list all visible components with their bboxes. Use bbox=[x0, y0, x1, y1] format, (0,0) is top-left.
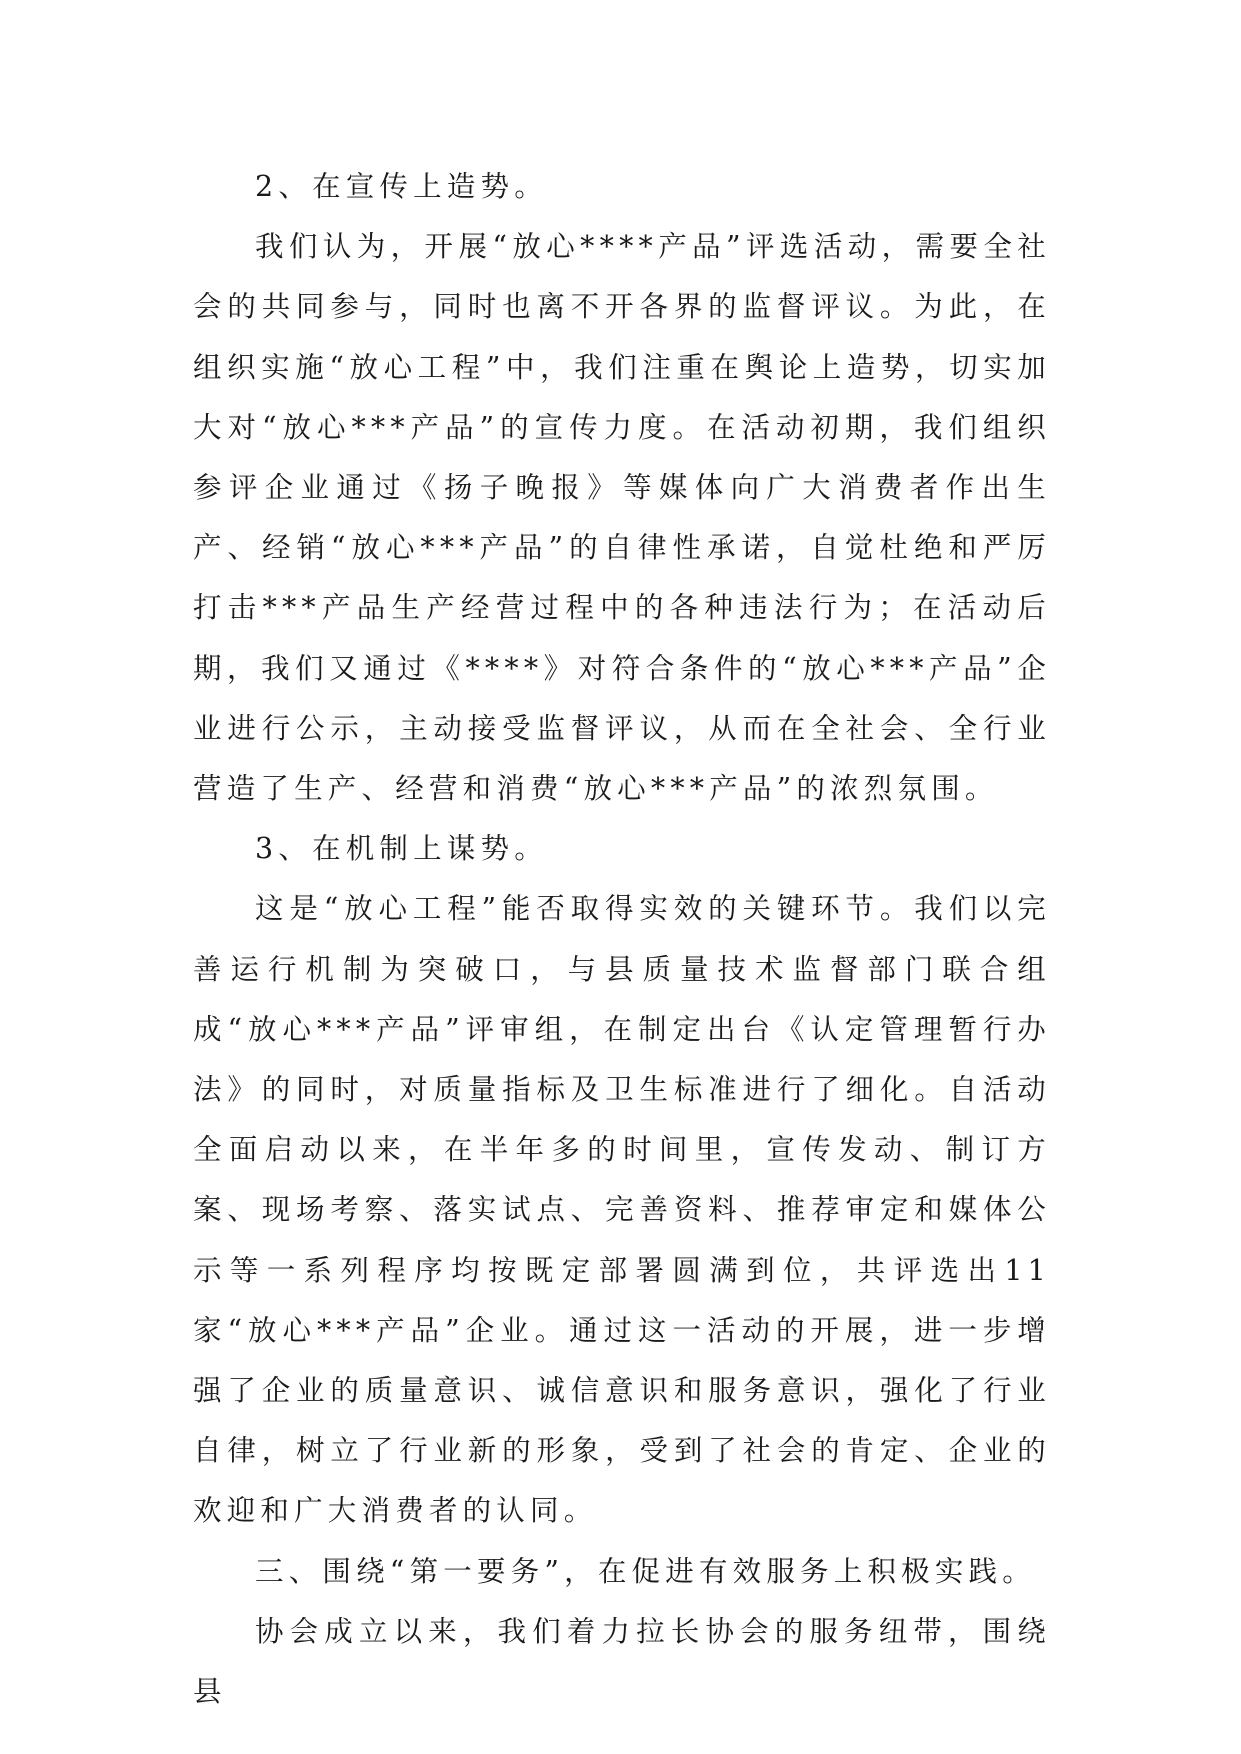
section-heading-publicity: 2、在宣传上造势。 bbox=[255, 170, 548, 203]
section-heading-first-priority: 三、围绕“第一要务”，在促进有效服务上积极实践。 bbox=[255, 1554, 1036, 1588]
paragraph-publicity: 我们认为，开展“放心****产品”评选活动，需要全社会的共同参与，同时也离不开各界的监督评议。为此，在组织实施“放心工程”中，我们注重在舆论上造势，切实加大对“放心***产品”的宣传力度。在活动初期，我们组织参评企业通过《扬子晚报》等媒体向广大消费者作出生产、经销“放心***产品”的自律性承诺，自觉杜绝和严厉打击***产品生产经营过程中的各种违法行为；在活动后期，我们又通过《****》对符合条件的“放心***产品”企业进行公示，主动接受监督评议，从而在全社会、全行业营造了生产、经营和消费“放心***产品”的浓烈氛围。 bbox=[193, 230, 1051, 806]
paragraph-service: 协会成立以来，我们着力拉长协会的服务纽带，围绕县 bbox=[193, 1614, 1051, 1709]
paragraph-mechanism: 这是“放心工程”能否取得实效的关键环节。我们以完善运行机制为突破口，与县质量技术监督部门联合组成“放心***产品”评审组，在制定出台《认定管理暂行办法》的同时，对质量指标及卫生标准进行了细化。自活动全面启动以来，在半年多的时间里，宣传发动、制订方案、现场考察、落实试点、完善资料、推荐审定和媒体公示等一系列程序均按既定部署圆满到位，共评选出11家“放心***产品”企业。通过这一活动的开展，进一步增强了企业的质量意识、诚信意识和服务意识，强化了行业自律，树立了行业新的形象，受到了社会的肯定、企业的欢迎和广大消费者的认同。 bbox=[193, 892, 1051, 1528]
section-heading-mechanism: 3、在机制上谋势。 bbox=[255, 832, 548, 866]
document-body bbox=[193, 157, 1051, 1722]
